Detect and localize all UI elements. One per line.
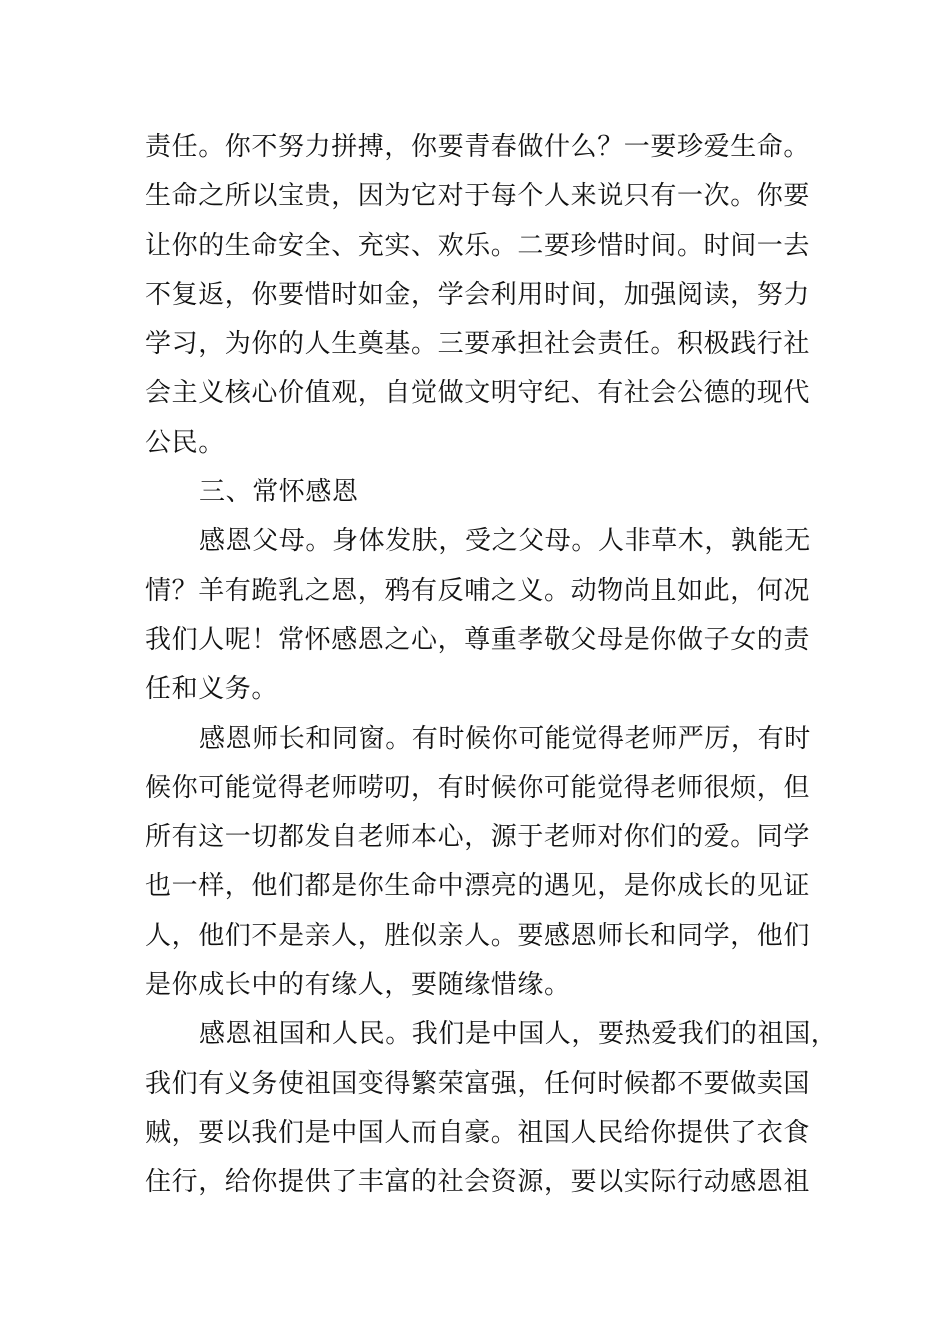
text-line: 公民。 xyxy=(145,427,225,458)
text-line: 人，他们不是亲人，胜似亲人。要感恩师长和同学，他们 xyxy=(145,920,811,951)
paragraph-start: 感恩祖国和人民。我们是中国人，要热爱我们的祖国， xyxy=(199,1019,838,1050)
text-line: 学习，为你的人生奠基。三要承担社会责任。积极践行社 xyxy=(145,329,811,360)
text-line: 所有这一切都发自老师本心，源于老师对你们的爱。同学 xyxy=(145,822,811,853)
document-body xyxy=(145,123,838,1208)
text-line: 生命之所以宝贵，因为它对于每个人来说只有一次。你要 xyxy=(145,181,811,212)
text-line: 任和义务。 xyxy=(145,674,279,705)
text-line: 贼，要以我们是中国人而自豪。祖国人民给你提供了衣食 xyxy=(145,1117,811,1148)
text-line: 不复返，你要惜时如金，学会利用时间，加强阅读，努力 xyxy=(145,279,811,310)
text-line: 让你的生命安全、充实、欢乐。二要珍惜时间。时间一去 xyxy=(145,230,811,261)
text-line: 也一样，他们都是你生命中漂亮的遇见，是你成长的见证 xyxy=(145,871,811,902)
text-line: 会主义核心价值观，自觉做文明守纪、有社会公德的现代 xyxy=(145,378,811,409)
text-line: 责任。你不努力拼搏，你要青春做什么？一要珍爱生命。 xyxy=(145,132,811,162)
text-line: 候你可能觉得老师唠叨，有时候你可能觉得老师很烦，但 xyxy=(145,772,811,803)
text-line: 是你成长中的有缘人，要随缘惜缘。 xyxy=(145,970,571,1001)
text-line: 我们人呢！常怀感恩之心，尊重孝敬父母是你做子女的责 xyxy=(145,624,811,655)
paragraph-start: 感恩父母。身体发肤，受之父母。人非草木，孰能无 xyxy=(199,526,811,557)
text-line: 住行，给你提供了丰富的社会资源，要以实际行动感恩祖 xyxy=(145,1167,811,1198)
text-line: 情？羊有跪乳之恩，鸦有反哺之义。动物尚且如此，何况 xyxy=(145,575,811,606)
text-line: 我们有义务使祖国变得繁荣富强，任何时候都不要做卖国 xyxy=(145,1068,811,1099)
paragraph-start: 感恩师长和同窗。有时候你可能觉得老师严厉，有时 xyxy=(199,723,811,754)
section-heading: 三、常怀感恩 xyxy=(199,477,359,508)
